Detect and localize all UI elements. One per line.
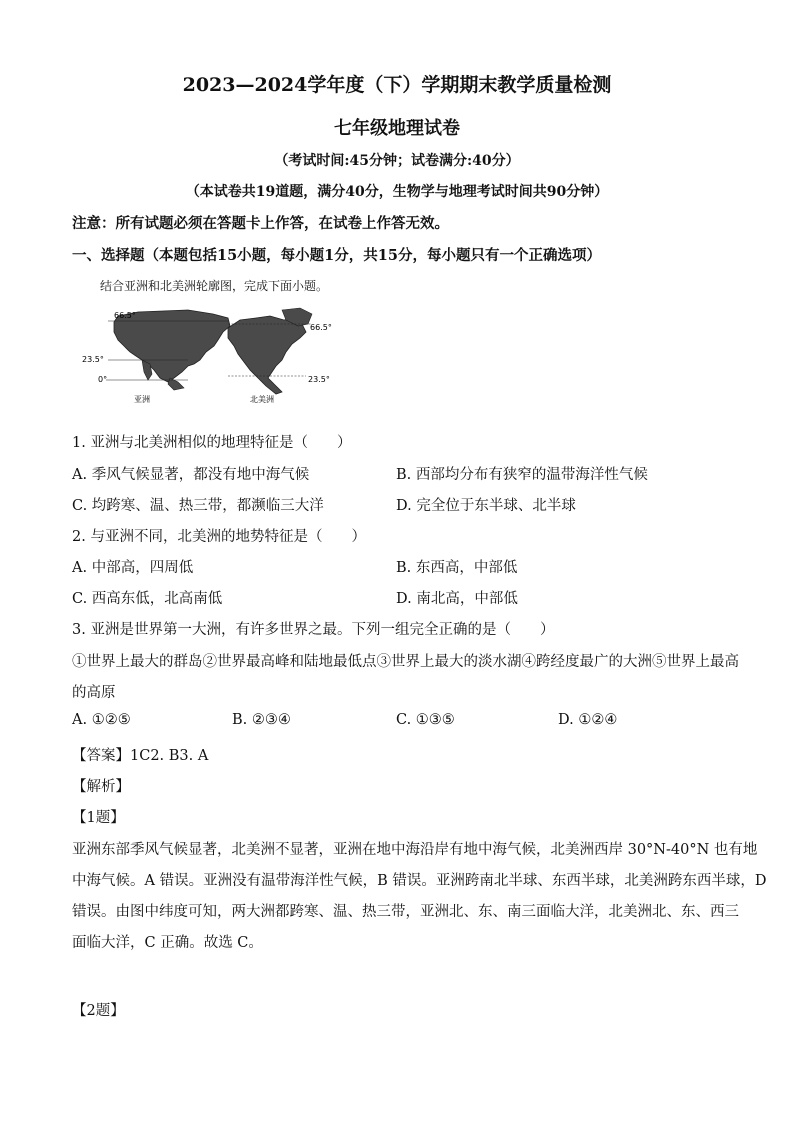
question-3-option-c: C. ①③⑤ bbox=[396, 712, 455, 728]
question-3-option-d: D. ①②④ bbox=[558, 712, 618, 728]
na-lat-665-label: 66.5° bbox=[310, 323, 332, 332]
page-subtitle: 七年级地理试卷 bbox=[334, 118, 460, 139]
na-lat-235-label: 23.5° bbox=[308, 375, 330, 384]
q1-analysis-line-2: 中海气候。A 错误。亚洲没有温带海洋性气候，B 错误。亚洲跨南北半球、东西半球，北美洲跨东西半球，D bbox=[72, 873, 767, 889]
question-1-option-b: B. 西部均分布有狭窄的温带海洋性气候 bbox=[396, 467, 648, 483]
exam-info: （考试时间:45分钟；试卷满分:40分） bbox=[274, 153, 520, 169]
question-1-stem: 1. 亚洲与北美洲相似的地理特征是（ ） bbox=[72, 435, 352, 451]
question-1-option-d: D. 完全位于东半球、北半球 bbox=[396, 498, 576, 514]
question-3-option-b: B. ②③④ bbox=[232, 712, 291, 728]
asia-lat-665-label: 66.5° bbox=[114, 311, 136, 320]
page-title: 2023—2024学年度（下）学期期末教学质量检测 bbox=[182, 74, 612, 96]
q1-analysis-line-4: 面临大洋，C 正确。故选 C。 bbox=[72, 935, 263, 951]
section-title: 一、选择题（本题包括15小题，每小题1分，共15分，每小题只有一个正确选项） bbox=[72, 247, 601, 264]
analysis-label: 【解析】 bbox=[72, 779, 130, 795]
continents-outline-map bbox=[78, 306, 348, 406]
section-intro: 结合亚洲和北美洲轮廓图，完成下面小题。 bbox=[100, 279, 329, 293]
question-2-option-c: C. 西高东低，北高南低 bbox=[72, 591, 223, 607]
notice: 注意：所有试题必须在答题卡上作答，在试卷上作答无效。 bbox=[72, 215, 449, 232]
asia-lat-0-label: 0° bbox=[98, 375, 108, 384]
question-2-option-a: A. 中部高，四周低 bbox=[72, 560, 194, 576]
north-america-label: 北美洲 bbox=[250, 395, 274, 404]
north-america-shape bbox=[228, 316, 306, 394]
question-3-stem-line3: 的高原 bbox=[72, 685, 116, 701]
q2-analysis-label: 【2题】 bbox=[72, 1003, 125, 1019]
question-3-option-a: A. ①②⑤ bbox=[72, 712, 131, 728]
q1-analysis-line-3: 错误。由图中纬度可知，两大洲都跨寒、温、热三带，亚洲北、东、南三面临大洋，北美洲北、东、西三 bbox=[72, 904, 739, 920]
q1-analysis-label: 【1题】 bbox=[72, 810, 125, 826]
asia-label: 亚洲 bbox=[134, 395, 150, 404]
exam-note: （本试卷共19道题，满分40分，生物学与地理考试时间共90分钟） bbox=[185, 184, 609, 200]
answer-label: 【答案】1C2. B3. A bbox=[72, 748, 209, 764]
question-2-option-b: B. 东西高，中部低 bbox=[396, 560, 518, 576]
question-3-stem-line2: ①世界上最大的群岛②世界最高峰和陆地最低点③世界上最大的淡水湖④跨经度最广的大洲⑤世界上最高 bbox=[72, 654, 739, 670]
question-2-option-d: D. 南北高，中部低 bbox=[396, 591, 518, 607]
question-1-option-a: A. 季风气候显著，都没有地中海气候 bbox=[72, 467, 310, 483]
q1-analysis-line-1: 亚洲东部季风气候显著，北美洲不显著，亚洲在地中海沿岸有地中海气候，北美洲西岸 30°N-40°N 也有地 bbox=[72, 842, 758, 858]
question-3-stem: 3. 亚洲是世界第一大洲，有许多世界之最。下列一组完全正确的是（ ） bbox=[72, 622, 555, 638]
asia-lat-235-label: 23.5° bbox=[82, 355, 104, 364]
question-2-stem: 2. 与亚洲不同，北美洲的地势特征是（ ） bbox=[72, 529, 366, 545]
question-1-option-c: C. 均跨寒、温、热三带，都濒临三大洋 bbox=[72, 498, 324, 514]
